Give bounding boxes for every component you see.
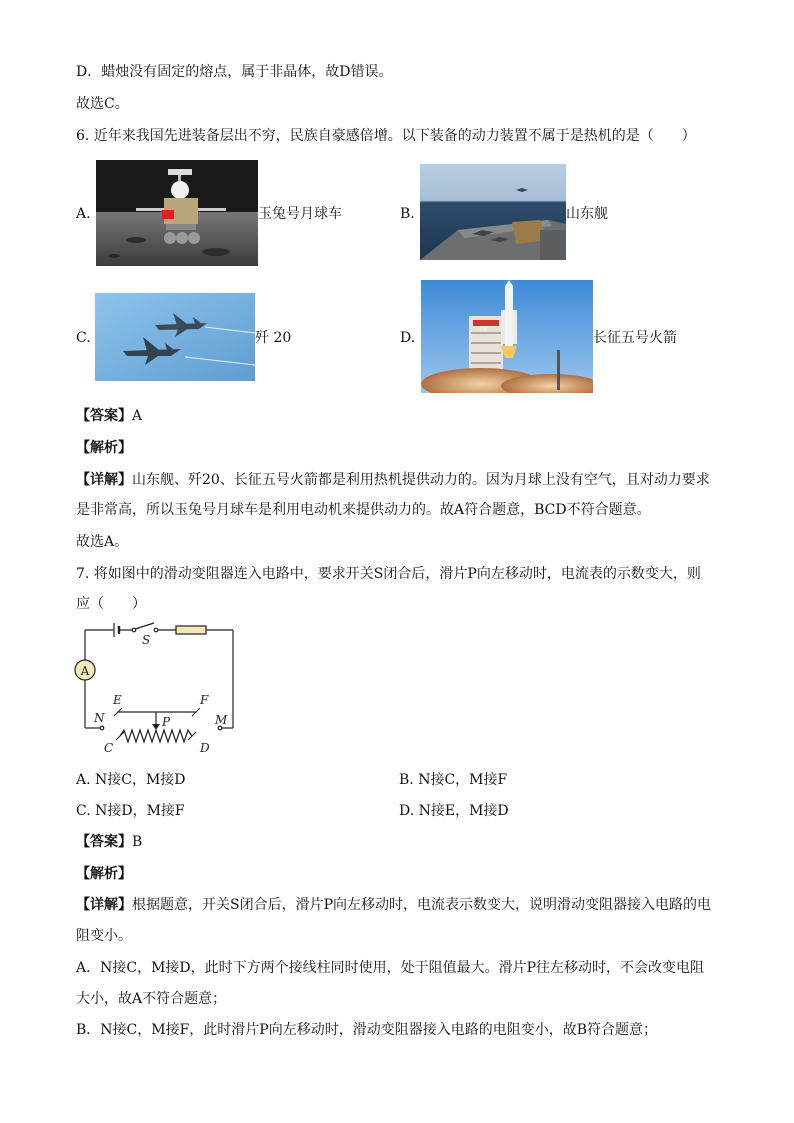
lunar-rover-image: [96, 160, 258, 266]
detail-tag: 【详解】: [76, 472, 132, 488]
option-d-letter: D.: [400, 330, 416, 346]
terminal-c-label: C: [104, 741, 114, 755]
ammeter-label: A: [80, 664, 90, 678]
q6-choose: 故选A。: [76, 534, 129, 550]
q6-detail-1: [76, 470, 710, 490]
detail-text: 山东舰、歼20、长征五号火箭都是利用热机提供动力的。因为月球上没有空气，且对动力要求: [132, 472, 710, 488]
question-6-stem: 6. 近年来我国先进装备层出不穷，民族自豪感倍增。以下装备的动力装置不属于是热机的是（ ）: [76, 128, 696, 144]
option-a-letter: A.: [76, 206, 91, 222]
answer-value: B: [132, 834, 143, 850]
q7-analysis-a-2: 大小，故A不符合题意；: [76, 991, 227, 1007]
answer-tag: 【答案】: [76, 834, 132, 850]
option-b-letter: B.: [400, 206, 415, 222]
q7-option-a: A. N接C，M接D: [76, 772, 186, 788]
question-7-stem-2: 应（ ）: [76, 596, 146, 612]
option-d-caption: 长征五号火箭: [593, 330, 677, 346]
q6-answer: [76, 406, 142, 426]
option-b-caption: 山东舰: [566, 206, 608, 222]
rocket-tower-text: 中国: [479, 326, 487, 331]
q6-detail-2: 是非常高，所以玉兔号月球车是利用电动机来提供动力的。故A符合题意，BCD不符合题意。: [76, 502, 651, 518]
aircraft-carrier-image: [420, 164, 566, 260]
answer-tag: 【答案】: [76, 408, 132, 424]
q7-analysis-a-1: A．N接C，M接D，此时下方两个接线柱同时使用，处于阻值最大。滑片P往左移动时，不会改变电阻: [76, 960, 705, 976]
j20-fighters-image: [95, 293, 255, 381]
switch-label: S: [142, 633, 151, 647]
slider-p-label: P: [162, 715, 171, 729]
terminal-e-label: E: [113, 693, 122, 707]
option-a-caption: 玉兔号月球车: [258, 206, 342, 222]
q7-option-d: D. N接E，M接D: [399, 803, 509, 819]
option-c-letter: C.: [76, 330, 91, 346]
prev-answer-d: D．蜡烛没有固定的熔点，属于非晶体，故D错误。: [76, 64, 393, 80]
q7-detail-2: 阻变小。: [76, 928, 132, 944]
q7-analysis-tag: 【解析】: [76, 866, 132, 882]
terminal-n-label: N: [94, 711, 105, 725]
long-march-5-rocket-image: [421, 280, 593, 393]
circuit-diagram: [72, 618, 244, 760]
question-7-stem-1: 7. 将如图中的滑动变阻器连入电路中，要求开关S闭合后，滑片P向左移动时，电流表的示数变大，则: [76, 566, 701, 582]
q7-detail-1: [76, 895, 711, 915]
detail-text: 根据题意，开关S闭合后，滑片P向左移动时，电流表示数变大，说明滑动变阻器接入电路的电: [132, 897, 712, 913]
terminal-m-label: M: [215, 713, 228, 727]
terminal-f-label: F: [200, 693, 209, 707]
q6-analysis-tag: 【解析】: [76, 440, 132, 456]
answer-value: A: [132, 408, 143, 424]
q7-option-c: C. N接D，M接F: [76, 803, 185, 819]
detail-tag: 【详解】: [76, 897, 132, 913]
q7-analysis-b-1: B．N接C，M接F，此时滑片P向左移动时，滑动变阻器接入电路的电阻变小，故B符合题意；: [76, 1022, 658, 1038]
q7-answer: [76, 832, 142, 852]
q7-option-b: B. N接C，M接F: [399, 772, 508, 788]
option-c-caption: 歼 20: [255, 330, 292, 346]
terminal-d-label: D: [200, 741, 210, 755]
prev-choose: 故选C。: [76, 96, 129, 112]
